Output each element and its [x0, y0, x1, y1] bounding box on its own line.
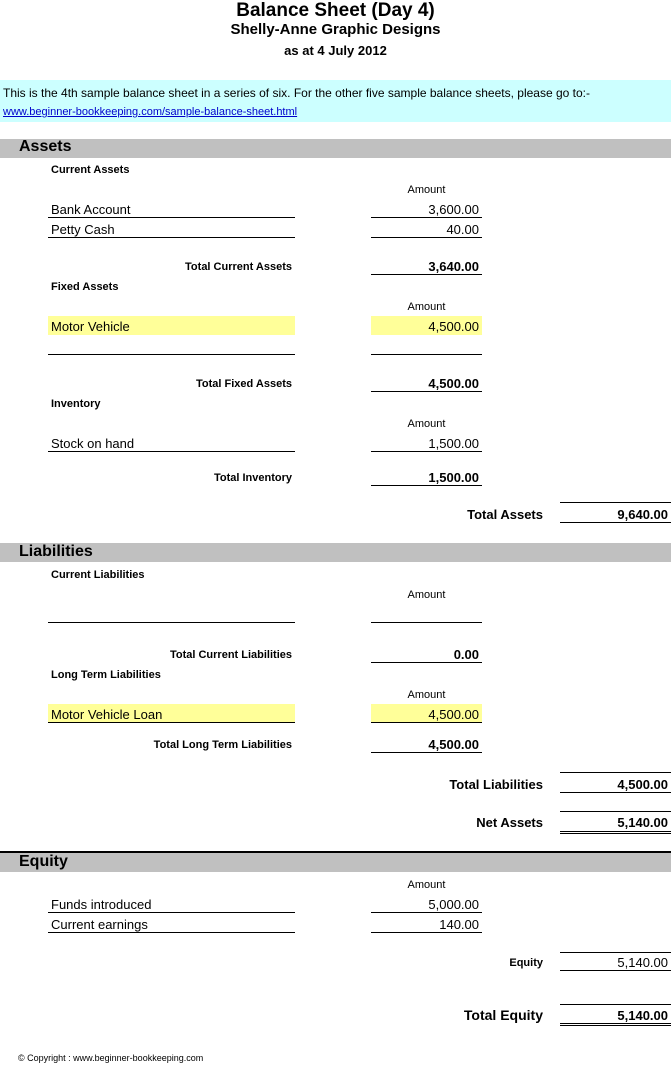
- company-name: Shelly-Anne Graphic Designs: [230, 21, 441, 38]
- motor-vehicle-loan-label: Motor Vehicle Loan: [51, 707, 163, 722]
- assets-section-band: [0, 139, 671, 158]
- copyright-notice: © Copyright : www.beginner-bookkeeping.com: [18, 1053, 204, 1063]
- long-term-liabilities-amount-heading: Amount: [407, 689, 446, 701]
- total-long-term-liabilities-amount: 4,500.00: [428, 737, 479, 752]
- bank-account-amount: 3,600.00: [428, 202, 479, 217]
- total-current-liabilities-label: Total Current Liabilities: [169, 649, 292, 661]
- total-equity-label: Total Equity: [463, 1007, 543, 1023]
- total-assets-label: Total Assets: [467, 507, 543, 522]
- funds-introduced-label: Funds introduced: [51, 897, 152, 912]
- row-underline: [48, 237, 295, 238]
- row-underline: [371, 912, 482, 913]
- total-equity-double-underline: [560, 1023, 671, 1026]
- total-long-term-liabilities-label: Total Long Term Liabilities: [153, 739, 292, 751]
- row-underline: [48, 354, 295, 355]
- row-underline: [48, 217, 295, 218]
- total-underline: [371, 752, 482, 753]
- row-underline: [371, 217, 482, 218]
- row-underline: [371, 237, 482, 238]
- equity-amount-heading: Amount: [407, 879, 446, 891]
- funds-introduced-amount: 5,000.00: [428, 897, 479, 912]
- current-assets-amount-heading: Amount: [407, 184, 446, 196]
- net-assets-amount: 5,140.00: [617, 815, 668, 830]
- total-liabilities-amount: 4,500.00: [617, 777, 668, 792]
- equity-section-band: [0, 853, 671, 872]
- row-underline: [48, 451, 295, 452]
- equity-subtotal-label: Equity: [509, 957, 543, 969]
- total-assets-underline: [560, 522, 671, 523]
- equity-subtotal-underline: [560, 970, 671, 971]
- total-underline: [371, 391, 482, 392]
- total-underline: [371, 485, 482, 486]
- inventory-amount-heading: Amount: [407, 418, 446, 430]
- row-underline: [48, 722, 295, 723]
- total-underline: [371, 274, 482, 275]
- total-current-liabilities-amount: 0.00: [453, 647, 479, 662]
- total-fixed-assets-amount: 4,500.00: [428, 376, 479, 391]
- stock-on-hand-amount: 1,500.00: [428, 436, 479, 451]
- petty-cash-label: Petty Cash: [51, 222, 115, 237]
- bank-account-label: Bank Account: [51, 202, 131, 217]
- total-assets-overline: [560, 502, 671, 503]
- long-term-liabilities-heading: Long Term Liabilities: [51, 669, 161, 681]
- motor-vehicle-amount: 4,500.00: [428, 319, 479, 334]
- fixed-assets-heading: Fixed Assets: [51, 281, 119, 293]
- row-underline: [48, 622, 295, 623]
- total-current-assets-amount: 3,640.00: [428, 259, 479, 274]
- total-liabilities-label: Total Liabilities: [449, 777, 543, 792]
- row-underline: [371, 622, 482, 623]
- intro-text: This is the 4th sample balance sheet in a series of six. For the other five sample balance sheets, please go to:-: [3, 86, 590, 100]
- net-assets-overline: [560, 811, 671, 812]
- row-underline: [48, 932, 295, 933]
- equity-heading: Equity: [19, 853, 68, 870]
- current-assets-heading: Current Assets: [51, 164, 130, 176]
- assets-heading: Assets: [19, 138, 72, 155]
- total-inventory-label: Total Inventory: [213, 472, 292, 484]
- motor-vehicle-loan-amount: 4,500.00: [428, 707, 479, 722]
- total-liabilities-underline: [560, 792, 671, 793]
- liabilities-heading: Liabilities: [19, 543, 93, 560]
- equity-subtotal-amount: 5,140.00: [617, 955, 668, 970]
- current-earnings-amount: 140.00: [439, 917, 479, 932]
- row-underline: [371, 932, 482, 933]
- stock-on-hand-label: Stock on hand: [51, 436, 135, 451]
- motor-vehicle-label: Motor Vehicle: [51, 319, 130, 334]
- equity-subtotal-overline: [560, 952, 671, 953]
- row-underline: [371, 354, 482, 355]
- intro-link[interactable]: www.beginner-bookkeeping.com/sample-balance-sheet.html: [3, 106, 298, 118]
- page-title: Balance Sheet (Day 4): [236, 0, 435, 21]
- total-underline: [371, 662, 482, 663]
- row-underline: [371, 722, 482, 723]
- net-assets-label: Net Assets: [476, 815, 543, 830]
- petty-cash-amount: 40.00: [446, 222, 479, 237]
- total-assets-amount: 9,640.00: [617, 507, 668, 522]
- total-fixed-assets-label: Total Fixed Assets: [196, 378, 292, 390]
- total-inventory-amount: 1,500.00: [428, 470, 479, 485]
- total-equity-overline: [560, 1004, 671, 1005]
- current-liabilities-amount-heading: Amount: [407, 589, 446, 601]
- liabilities-section-band: [0, 543, 671, 562]
- total-equity-amount: 5,140.00: [617, 1008, 668, 1023]
- current-liabilities-heading: Current Liabilities: [51, 569, 145, 581]
- net-assets-double-underline: [560, 831, 671, 834]
- inventory-heading: Inventory: [51, 398, 101, 410]
- report-date: as at 4 July 2012: [284, 43, 387, 58]
- row-underline: [371, 451, 482, 452]
- total-current-assets-label: Total Current Assets: [185, 261, 292, 273]
- current-earnings-label: Current earnings: [51, 917, 148, 932]
- total-liabilities-overline: [560, 772, 671, 773]
- row-underline: [48, 912, 295, 913]
- fixed-assets-amount-heading: Amount: [407, 301, 446, 313]
